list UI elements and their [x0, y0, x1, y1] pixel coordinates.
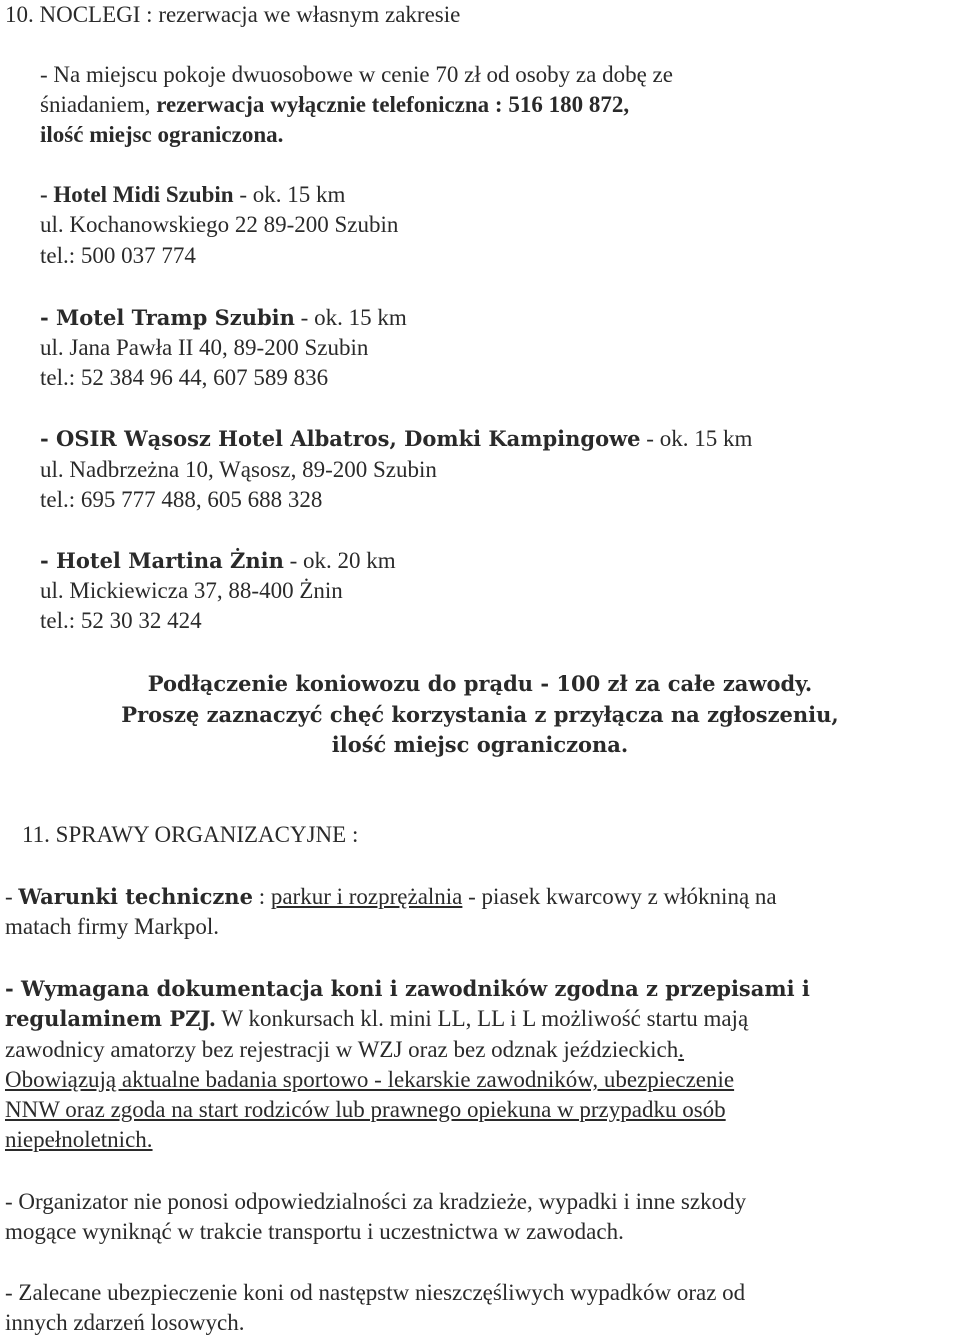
docs-line-3-period: . [678, 1037, 685, 1062]
hotel-4-phone: tel.: 52 30 32 424 [40, 608, 202, 633]
hotel-2-name-line [40, 303, 407, 333]
hotel-2-distance: - ok. 15 km [294, 305, 407, 330]
hotel-3-phone: tel.: 695 777 488, 605 688 328 [40, 487, 323, 512]
intro-line-2a: śniadaniem, [40, 92, 157, 117]
technical-dash: - [5, 884, 19, 909]
technical-rest: - piasek kwarcowy z włókniną na [462, 884, 777, 909]
technical-venue: parkur i rozprężalnia [270, 884, 463, 909]
hotel-4-name-line [40, 546, 396, 576]
section-10-title: 10. NOCLEGI : rezerwacja we własnym zakresie [5, 2, 461, 27]
docs-line-1: - Wymagana dokumentacja koni i zawodników zgodna z przepisami i [5, 976, 810, 1001]
docs-line-6: niepełnoletnich. [5, 1127, 153, 1152]
docs-line-3 [5, 1035, 684, 1065]
intro-line-1: - Na miejscu pokoje dwuosobowe w cenie 70 zł od osoby za dobę ze [40, 62, 673, 87]
hotel-1-distance: - ok. 15 km [233, 182, 346, 207]
notice-line-1: Podłączenie koniowozu do prądu - 100 zł za całe zawody. [147, 671, 813, 696]
docs-regulation: regulaminem PZJ. [5, 1006, 217, 1031]
intro-line-2 [40, 90, 629, 120]
hotel-3-distance: - ok. 15 km [640, 426, 753, 451]
section-11-title: 11. SPRAWY ORGANIZACYJNE : [22, 822, 359, 847]
hotel-2-address: ul. Jana Pawła II 40, 89-200 Szubin [40, 335, 369, 360]
technical-line-2: matach firmy Markpol. [5, 914, 219, 939]
technical-line-1 [5, 882, 777, 912]
hotel-4-distance: - ok. 20 km [283, 548, 396, 573]
hotel-1-phone: tel.: 500 037 774 [40, 243, 196, 268]
technical-label: Warunki techniczne [18, 884, 253, 909]
notice-line-2: Proszę zaznaczyć chęć korzystania z przyłącza na zgłoszeniu, [121, 702, 839, 727]
docs-line-4: Obowiązują aktualne badania sportowo - lekarskie zawodników, ubezpieczenie [5, 1067, 735, 1092]
docs-line-2 [5, 1004, 748, 1034]
hotel-2-phone: tel.: 52 384 96 44, 607 589 836 [40, 365, 329, 390]
hotel-3-name-line [40, 424, 752, 454]
docs-line-5: NNW oraz zgoda na start rodziców lub prawnego opiekuna w przypadku osób [5, 1097, 726, 1122]
liability-line-2: mogące wyniknąć w trakcie transportu i uczestnictwa w zawodach. [5, 1219, 624, 1244]
intro-reservation-note: rezerwacja wyłącznie telefoniczna : 516 180 872, [156, 92, 630, 117]
insurance-line-1: - Zalecane ubezpieczenie koni od następstw nieszczęśliwych wypadków oraz od [5, 1280, 746, 1305]
insurance-line-2: innych zdarzeń losowych. [5, 1310, 245, 1335]
hotel-1-name-line [40, 180, 345, 210]
hotel-2-name: - Motel Tramp Szubin [40, 305, 295, 330]
hotel-3-name: - OSIR Wąsosz Hotel Albatros, Domki Kampingowe [40, 426, 641, 451]
docs-line-2-rest: W konkursach kl. mini LL, LL i L możliwość startu mają [216, 1006, 749, 1031]
docs-line-3-text: zawodnicy amatorzy bez rejestracji w WZJ oraz bez odznak jeździeckich [5, 1037, 679, 1062]
liability-line-1: - Organizator nie ponosi odpowiedzialności za kradzieże, wypadki i inne szkody [5, 1189, 747, 1214]
hotel-4-address: ul. Mickiewicza 37, 88-400 Żnin [40, 578, 343, 603]
hotel-3-address: ul. Nadbrzeżna 10, Wąsosz, 89-200 Szubin [40, 457, 437, 482]
technical-separator: : [252, 884, 271, 909]
notice-line-3: ilość miejsc ograniczona. [331, 732, 629, 757]
hotel-1-name: - Hotel Midi Szubin [40, 182, 234, 207]
intro-line-3: ilość miejsc ograniczona. [40, 122, 284, 147]
hotel-4-name: - Hotel Martina Żnin [40, 548, 284, 573]
hotel-1-address: ul. Kochanowskiego 22 89-200 Szubin [40, 212, 399, 237]
